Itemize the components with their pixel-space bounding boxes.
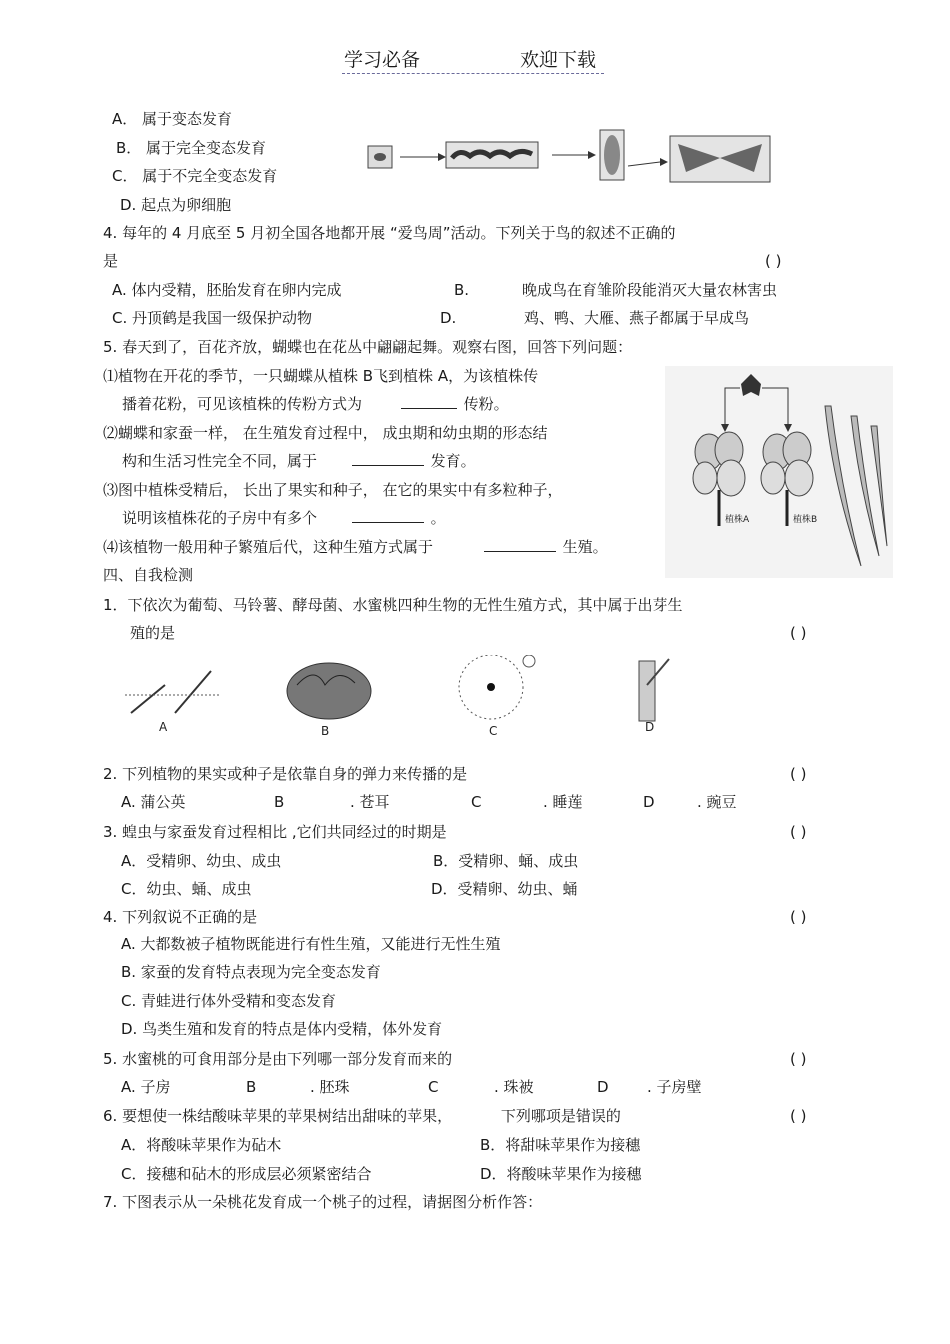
- s2-stem: 2. 下列植物的果实或种子是依靠自身的弹力来传播的是: [103, 765, 468, 783]
- s1-stem-line1: 1．下依次为葡萄、马铃薯、酵母菌、水蜜桃四种生物的无性生殖方式，其中属于出芽生: [103, 596, 683, 614]
- s4-option-a: A. 大都数被子植物既能进行有性生殖，又能进行无性生殖: [121, 935, 501, 953]
- s6-option-b: B．将甜味苹果作为接穗: [480, 1136, 641, 1154]
- s4-answer-bracket[interactable]: ( ): [790, 908, 807, 926]
- s2-option-b-letter: B: [274, 793, 285, 811]
- s3-option-c: C．幼虫、蛹、成虫: [121, 880, 252, 898]
- s2-option-a: A. 蒲公英: [121, 793, 186, 811]
- s6-option-c: C．接穗和砧木的形成层必须紧密结合: [121, 1165, 372, 1183]
- q4-answer-bracket[interactable]: ( ): [765, 252, 782, 270]
- figure-label-b: B: [321, 724, 330, 738]
- q5-stem: 5. 春天到了，百花齐放，蝴蝶也在花丛中翩翩起舞。观察右图，回答下列问题：: [103, 338, 633, 356]
- q5-part2-blank[interactable]: [352, 451, 424, 466]
- header-underline: [342, 73, 604, 74]
- arrow-3-head: [660, 158, 668, 166]
- figure-label-d: D: [645, 720, 655, 734]
- q5-part1-suffix: 传粉。: [463, 395, 509, 413]
- q5-part3-suffix: 。: [430, 509, 446, 527]
- s5-option-c: . 珠被: [494, 1078, 534, 1096]
- s5-option-a: A. 子房: [121, 1078, 171, 1096]
- plant-b-label: 植株B: [793, 515, 818, 525]
- s4-stem: 4. 下列叙说不正确的是: [103, 908, 258, 926]
- s6-option-d: D．将酸味苹果作为接穗: [480, 1165, 642, 1183]
- q4-option-d-letter: D.: [440, 309, 457, 327]
- s3-option-a: A．受精卵、幼虫、成虫: [121, 852, 282, 870]
- q5-part2-line1: ⑵蝴蝶和家蚕一样， 在生殖发育过程中， 成虫期和幼虫期的形态结: [103, 424, 548, 442]
- s1-answer-bracket[interactable]: ( ): [790, 624, 807, 642]
- q5-part4-blank[interactable]: [484, 537, 556, 552]
- s3-option-d: D．受精卵、幼虫、蛹: [431, 880, 578, 898]
- pupa-icon: [604, 135, 620, 175]
- yeast-budding-icon: [459, 655, 535, 719]
- s6-option-a: A．将酸味苹果作为砧木: [121, 1136, 282, 1154]
- moth-life-cycle-figure: [360, 128, 775, 190]
- egg-icon: [374, 153, 386, 161]
- s6-stem-part1: 6. 要想使一株结酸味苹果的苹果树结出甜味的苹果，: [103, 1107, 453, 1125]
- q4-option-d: 鸡、鸭、大雁、燕子都属于早成鸟: [524, 309, 750, 327]
- s7-stem: 7. 下图表示从一朵桃花发育成一个桃子的过程，请据图分析作答：: [103, 1193, 543, 1211]
- q5-part3-text: 说明该植株花的子房中有多个: [122, 509, 318, 527]
- q5-part3-line2: [122, 508, 446, 528]
- potato-sprouting-icon: [287, 663, 371, 719]
- s6-stem: [103, 1106, 621, 1126]
- q5-part1-line2: [122, 394, 509, 414]
- s2-option-d: . 豌豆: [697, 793, 737, 811]
- s3-stem: 3. 蝗虫与家蚕发育过程相比 ,它们共同经过的时期是: [103, 823, 447, 841]
- s2-option-b: . 苍耳: [350, 793, 390, 811]
- q5-part3-line1: ⑶图中植株受精后， 长出了果实和种子， 在它的果实中有多粒种子，: [103, 481, 563, 499]
- figure-label-a: A: [159, 720, 168, 734]
- q4-option-c: C. 丹顶鹤是我国一级保护动物: [112, 309, 313, 327]
- q5-part3-blank[interactable]: [352, 508, 424, 523]
- grape-cutting-icon: [125, 671, 221, 713]
- q5-part1-blank[interactable]: [401, 394, 457, 409]
- s6-answer-bracket[interactable]: ( ): [790, 1107, 807, 1125]
- s4-option-b: B. 家蚕的发育特点表现为完全变态发育: [121, 963, 381, 981]
- q5-part4-text: ⑷该植物一般用种子繁殖后代，这种生殖方式属于: [103, 538, 434, 556]
- section-self-test-title: 四、自我检测: [103, 566, 194, 584]
- q5-part4-suffix: 生殖。: [562, 538, 608, 556]
- s5-option-d-letter: D: [597, 1078, 609, 1096]
- plant-a-label: 植株A: [725, 515, 750, 525]
- asexual-reproduction-figures: [125, 655, 715, 740]
- arrow-2-head: [588, 151, 596, 159]
- q3-option-d: D. 起点为卵细胞: [120, 196, 232, 214]
- s2-option-c-letter: C: [471, 793, 482, 811]
- q4-stem-line2: 是: [103, 252, 119, 270]
- peach-grafting-icon: [639, 659, 669, 721]
- s4-option-c: C. 青蛙进行体外受精和变态发育: [121, 992, 337, 1010]
- butterfly-pollination-figure: [665, 366, 893, 578]
- q3-option-c: C． 属于不完全变态发育: [112, 167, 278, 185]
- s2-answer-bracket[interactable]: ( ): [790, 765, 807, 783]
- q5-part4-line: [103, 537, 608, 557]
- arrow-1-head: [438, 153, 446, 161]
- s5-stem: 5. 水蜜桃的可食用部分是由下列哪一部分发育而来的: [103, 1050, 453, 1068]
- s5-option-d: . 子房壁: [647, 1078, 702, 1096]
- s5-option-c-letter: C: [428, 1078, 439, 1096]
- s5-answer-bracket[interactable]: ( ): [790, 1050, 807, 1068]
- q5-part2-line2: [122, 451, 476, 471]
- s3-option-b: B．受精卵、蛹、成虫: [433, 852, 579, 870]
- s2-option-d-letter: D: [643, 793, 655, 811]
- s5-option-b: . 胚珠: [310, 1078, 350, 1096]
- q5-part1-text: 播着花粉，可见该植株的传粉方式为: [122, 395, 363, 413]
- arrow-3: [628, 162, 660, 166]
- q5-part1-line1: ⑴植物在开花的季节，一只蝴蝶从植株 B飞到植株 A，为该植株传: [103, 367, 539, 385]
- s1-stem-line2: 殖的是: [130, 624, 176, 642]
- q4-option-a: A. 体内受精，胚胎发育在卵内完成: [112, 281, 342, 299]
- header-right: 欢迎下载: [520, 49, 597, 71]
- q4-option-b: 晚成鸟在育雏阶段能消灭大量农林害虫: [522, 281, 778, 299]
- q4-stem-line1: 4. 每年的 4 月底至 5 月初全国各地都开展 “爱鸟周”活动。下列关于鸟的叙述不正确的: [103, 224, 676, 242]
- s3-answer-bracket[interactable]: ( ): [790, 823, 807, 841]
- header-left: 学习必备: [344, 49, 421, 71]
- s4-option-d: D. 鸟类生殖和发育的特点是体内受精，体外发育: [121, 1020, 443, 1038]
- s5-option-b-letter: B: [246, 1078, 257, 1096]
- q3-option-b: B． 属于完全变态发育: [116, 139, 267, 157]
- figure-label-c: C: [489, 724, 498, 738]
- s2-option-c: . 睡莲: [543, 793, 583, 811]
- q5-part2-text: 构和生活习性完全不同，属于: [122, 452, 318, 470]
- q3-option-a: A． 属于变态发育: [112, 110, 233, 128]
- q4-option-b-letter: B.: [454, 281, 470, 299]
- s6-stem-part2: 下列哪项是错误的: [500, 1107, 621, 1125]
- q5-part2-suffix: 发育。: [430, 452, 476, 470]
